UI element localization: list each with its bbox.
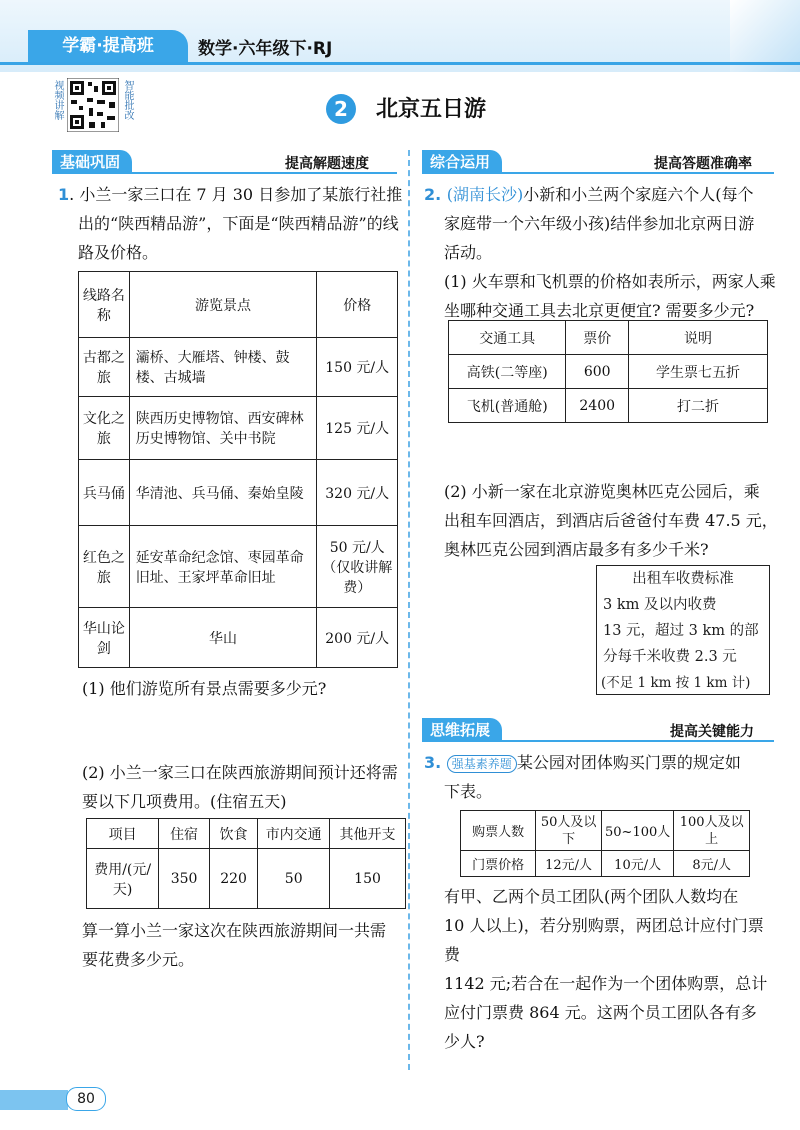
qr-block[interactable] <box>52 78 134 134</box>
page-title: 北京五日游 <box>376 97 487 122</box>
route-name: 古都之旅 <box>79 338 130 397</box>
row-label: 门票价格 <box>461 851 536 877</box>
section-tag-thinking: 思维拓展 <box>422 718 502 742</box>
table-header: 购票人数 <box>461 811 536 851</box>
table-header: 住宿 <box>159 819 209 849</box>
cost-value: 150 <box>330 849 406 909</box>
cost-value: 350 <box>159 849 209 909</box>
page-number: 80 <box>66 1087 106 1111</box>
route-spots: 华清池、兵马俑、秦始皇陵 <box>129 460 317 526</box>
cost-value: 50 <box>258 849 330 909</box>
q1-sub1: (1) 他们游览所有景点需要多少元? <box>82 679 327 698</box>
table-header: 价格 <box>317 272 398 338</box>
table-header-row <box>79 272 398 338</box>
q2-number: 2 <box>424 185 436 204</box>
fare-box-line: 13 元，超过 3 km 的部 <box>603 623 759 639</box>
table-header: 饮食 <box>209 819 258 849</box>
q2-sub2-line: 出租车回酒店，到酒店后爸爸付车费 47.5 元， <box>444 511 778 530</box>
q1-stem-line: 路及价格。 <box>78 243 159 262</box>
qr-right-text: 智能批改 <box>122 80 133 120</box>
table-header: 50~100人 <box>601 811 673 851</box>
ticket-price: 8元/人 <box>674 851 750 877</box>
q1-sub2-line: (2) 小兰一家三口在陕西旅游期间预计还将需 <box>82 763 398 782</box>
transport-price: 600 <box>566 355 629 389</box>
route-price: 200 元/人 <box>317 608 398 668</box>
transport-mode: 飞机(普通舱) <box>449 389 566 423</box>
qr-left-text: 视频讲解 <box>52 80 63 120</box>
ticket-price: 12元/人 <box>536 851 602 877</box>
q2-sub2-line: (2) 小新一家在北京游览奥林匹克公园后，乘 <box>444 482 760 501</box>
q2-sub2 <box>444 477 779 564</box>
route-spots: 华山 <box>129 608 317 668</box>
table-header-row <box>461 811 750 851</box>
q2-stem-line: 家庭带一个六年级小孩)结伴参加北京两日游 <box>444 214 755 233</box>
section-tag-combined: 综合运用 <box>422 150 502 174</box>
q3-body-line: 应付门票费 864 元。这两个员工团队各有多 <box>444 1003 757 1022</box>
route-name: 文化之旅 <box>79 397 130 460</box>
q1-sub2-line: 要以下几项费用。(住宿五天) <box>82 792 287 811</box>
q3-stem: 3. 强基素养题 某公园对团体购买门票的规定如 下表。 <box>424 748 779 806</box>
table-header: 游览景点 <box>129 272 317 338</box>
table-row <box>87 849 406 909</box>
table-header: 交通工具 <box>449 321 566 355</box>
route-name: 华山论剑 <box>79 608 130 668</box>
q3-body-line: 10 人以上)，若分别购票，两团总计应付门票费 <box>444 916 764 964</box>
ticket-table <box>460 810 750 877</box>
table-row <box>79 526 398 608</box>
q2-stem-line: 活动。 <box>444 243 493 262</box>
table-row <box>461 851 750 877</box>
transport-price: 2400 <box>566 389 629 423</box>
table-header: 说明 <box>629 321 768 355</box>
table-row <box>79 460 398 526</box>
transport-table <box>448 320 768 423</box>
route-price: 50 元/人（仅收讲解费） <box>317 526 398 608</box>
subject-label: 数学·六年级下·RJ <box>198 39 333 59</box>
fare-box-line: 3 km 及以内收费 <box>603 597 717 613</box>
q3-stem-line: 某公园对团体购买门票的规定如 <box>516 753 741 772</box>
route-price: 320 元/人 <box>317 460 398 526</box>
route-spots: 陕西历史博物馆、西安碑林历史博物馆、关中书院 <box>129 397 317 460</box>
section-note-thinking: 提高关键能力 <box>670 724 754 740</box>
q3-body-line: 少人? <box>444 1032 485 1051</box>
table-row <box>449 355 768 389</box>
transport-note: 打二折 <box>629 389 768 423</box>
q3-badge: 强基素养题 <box>447 755 517 773</box>
table-header: 线路名称 <box>79 272 130 338</box>
q3-number: 3 <box>424 753 436 772</box>
q1-stem-line: 出的“陕西精品游”，下面是“陕西精品游”的线 <box>78 214 399 233</box>
cost-table <box>86 818 406 909</box>
fare-box-line: (不足 1 km 按 1 km 计) <box>601 675 751 691</box>
q1-sub2-question <box>82 916 407 974</box>
qr-code-icon <box>67 78 119 132</box>
table-header: 项目 <box>87 819 159 849</box>
route-spots: 延安革命纪念馆、枣园革命旧址、王家坪革命旧址 <box>129 526 317 608</box>
table-row <box>79 338 398 397</box>
page-number-bar <box>0 1090 68 1110</box>
transport-mode: 高铁(二等座) <box>449 355 566 389</box>
q3-body-line: 1142 元;若合在一起作为一个团体购票，总计 <box>444 974 768 993</box>
header-rule <box>0 62 800 65</box>
table-header-row <box>449 321 768 355</box>
section-tag-basic: 基础巩固 <box>52 150 132 174</box>
q3-body <box>444 882 779 1056</box>
route-table <box>78 271 398 668</box>
q1-sub2-question-line: 要花费多少元。 <box>82 950 195 969</box>
brand-label: 学霸·提高班 <box>28 30 188 62</box>
q1-stem <box>58 180 403 267</box>
q1-number: 1 <box>58 185 70 204</box>
column-divider <box>408 150 410 1070</box>
q1-sub2 <box>82 758 407 816</box>
q3-body-line: 有甲、乙两个员工团队(两个团队人数均在 <box>444 887 739 906</box>
route-spots: 灞桥、大雁塔、钟楼、鼓楼、古城墙 <box>129 338 317 397</box>
fare-box-line: 分每千米收费 2.3 元 <box>603 649 737 665</box>
cost-value: 220 <box>209 849 258 909</box>
lesson-number-badge: 2 <box>326 94 356 124</box>
table-row <box>79 608 398 668</box>
table-row <box>79 397 398 460</box>
q1-stem-line: . 小兰一家三口在 7 月 30 日参加了某旅行社推 <box>69 185 403 204</box>
q2-stem-line: 小新和小兰两个家庭六个人(每个 <box>523 185 754 204</box>
table-header: 100人及以上 <box>674 811 750 851</box>
table-header: 其他开支 <box>330 819 406 849</box>
fare-box-title: 出租车收费标准 <box>632 571 734 587</box>
route-price: 125 元/人 <box>317 397 398 460</box>
section-note-combined: 提高答题准确率 <box>654 156 752 172</box>
route-price: 150 元/人 <box>317 338 398 397</box>
table-header: 50人及以下 <box>536 811 602 851</box>
q2-source: (湖南长沙) <box>446 185 524 204</box>
transport-note: 学生票七五折 <box>629 355 768 389</box>
section-note-basic: 提高解题速度 <box>285 156 369 172</box>
route-name: 红色之旅 <box>79 526 130 608</box>
table-header: 市内交通 <box>258 819 330 849</box>
q3-stem-line: 下表。 <box>444 782 493 801</box>
ticket-price: 10元/人 <box>601 851 673 877</box>
route-name: 兵马俑 <box>79 460 130 526</box>
table-row <box>449 389 768 423</box>
q2-sub2-line: 奥林匹克公园到酒店最多有多少千米? <box>444 540 709 559</box>
q2-stem: 2. (湖南长沙)小新和小兰两个家庭六个人(每个 家庭带一个六年级小孩)结伴参加北京两日游 活动。 (1) 火车票和飞机票的价格如表所示，两家人乘 坐哪种交通工具去北京更便宜? 需要多少元? <box>424 180 779 325</box>
row-label: 费用/(元/天) <box>87 849 159 909</box>
table-header-row <box>87 819 406 849</box>
taxi-fare-box <box>596 565 770 695</box>
q2-sub1-line: (1) 火车票和飞机票的价格如表所示，两家人乘 <box>444 272 776 291</box>
table-header: 票价 <box>566 321 629 355</box>
q1-sub2-question-line: 算一算小兰一家这次在陕西旅游期间一共需 <box>82 921 387 940</box>
q2-sub1-line: 坐哪种交通工具去北京更便宜? 需要多少元? <box>444 301 755 320</box>
